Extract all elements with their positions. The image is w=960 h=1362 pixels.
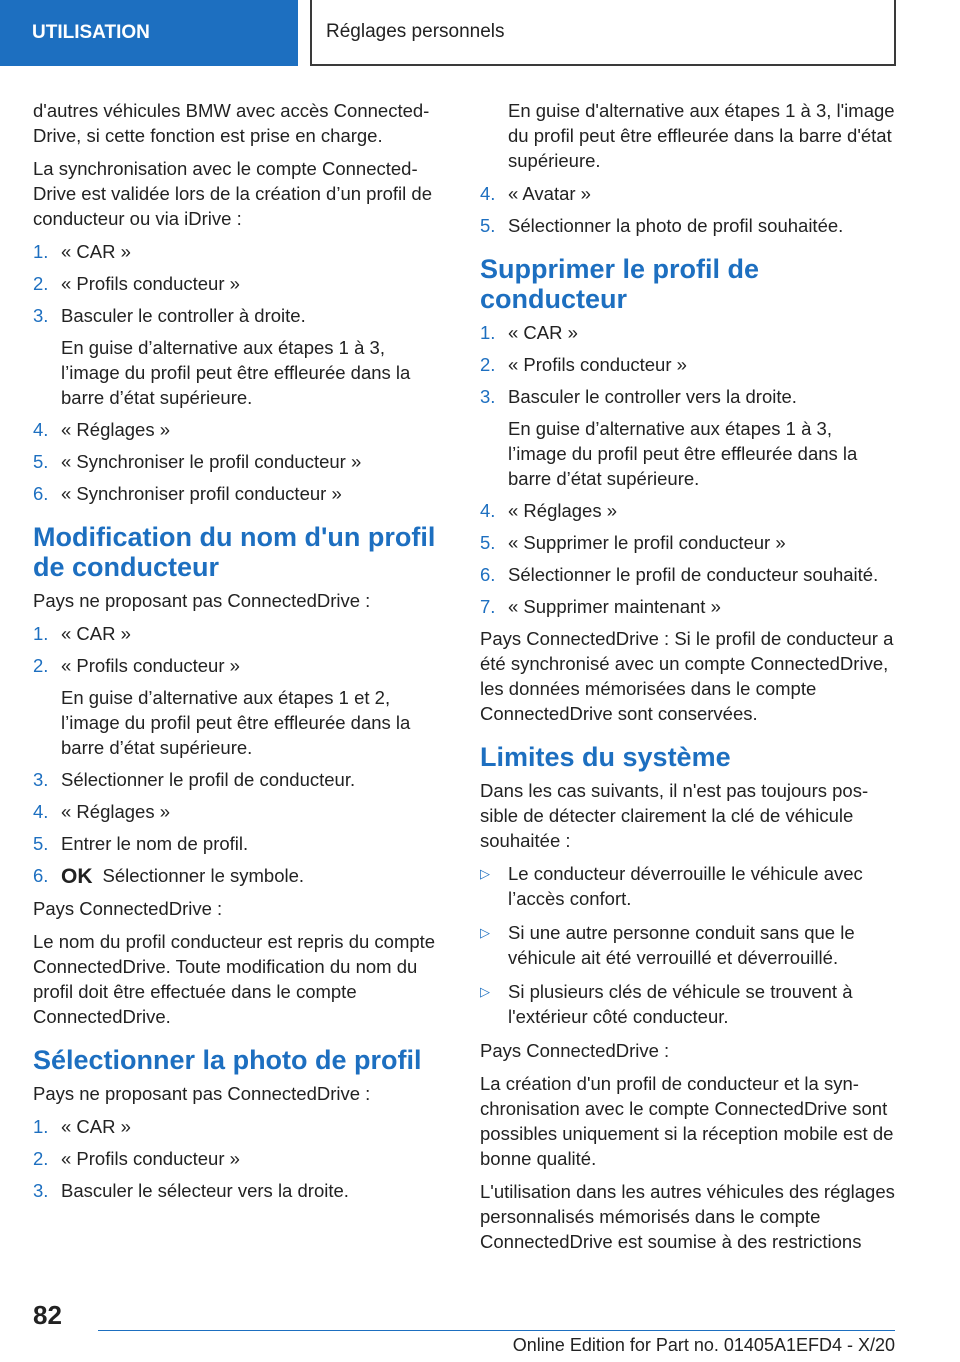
step-text: Sélectionner le profil de conducteur souhaité. bbox=[508, 564, 879, 585]
step-text: Sélectionner le symbole. bbox=[102, 865, 305, 886]
list-item bbox=[33, 1146, 443, 1171]
paragraph: d'autres véhicules BMW avec accès ConnectedDrive, si cette fonction est prise en charge. bbox=[33, 100, 430, 146]
paragraph: Dans les cas suivants, il n'est pas toujours possible de détecter clairement la clé de véhicule souhaitée : bbox=[480, 780, 869, 851]
page-header bbox=[0, 0, 960, 66]
bullet-text: Le conducteur déverrouille le véhicule avec l’accès confort. bbox=[508, 863, 863, 909]
step-body bbox=[61, 653, 443, 760]
list-item bbox=[33, 303, 443, 410]
list-item bbox=[33, 417, 443, 442]
step-number: 6. bbox=[480, 564, 496, 585]
list-item bbox=[33, 799, 443, 824]
step-text: « Profils conducteur » bbox=[61, 1148, 240, 1169]
step-text: « Réglages » bbox=[61, 419, 171, 440]
chapter-tab: UTILISATION bbox=[0, 0, 298, 66]
list-item bbox=[33, 449, 443, 474]
step-number: 4. bbox=[33, 801, 49, 822]
step-number: 1. bbox=[33, 623, 49, 644]
footer-divider bbox=[98, 1330, 895, 1331]
paragraph: Pays ConnectedDrive : bbox=[480, 1040, 670, 1061]
paragraph: La synchronisation avec le compte ConnectedDrive est validée lors de la création d’un profil de conducteur ou via iDrive : bbox=[33, 158, 432, 229]
step-text: « Profils conducteur » bbox=[508, 354, 687, 375]
paragraph: Pays ne proposant pas ConnectedDrive : bbox=[33, 1083, 371, 1104]
section-heading: Sélectionner la photo de profil bbox=[33, 1045, 422, 1075]
step-body bbox=[61, 863, 443, 889]
list-item bbox=[480, 594, 895, 619]
step-number: 4. bbox=[480, 183, 496, 204]
step-text: « Réglages » bbox=[61, 801, 171, 822]
step-body bbox=[508, 562, 895, 587]
list-item bbox=[33, 271, 443, 296]
step-body bbox=[61, 449, 443, 474]
step-text: « Profils conducteur » bbox=[61, 273, 240, 294]
step-text: « CAR » bbox=[508, 322, 578, 343]
list-item bbox=[480, 181, 895, 206]
step-body bbox=[61, 1114, 443, 1139]
step-text: « Profils conducteur » bbox=[61, 655, 240, 676]
step-number: 6. bbox=[33, 865, 49, 886]
bullet-text: Si plusieurs clés de véhicule se trouvent à l'extérieur côté conducteur. bbox=[508, 981, 853, 1027]
list-item bbox=[480, 498, 895, 523]
list-item bbox=[33, 481, 443, 506]
step-number: 5. bbox=[480, 532, 496, 553]
numbered-list bbox=[33, 621, 443, 889]
step-body bbox=[61, 621, 443, 646]
step-body bbox=[61, 417, 443, 442]
step-number: 3. bbox=[33, 305, 49, 326]
list-item bbox=[480, 562, 895, 587]
step-text: « Synchroniser profil conducteur » bbox=[61, 483, 342, 504]
step-text: « CAR » bbox=[61, 623, 131, 644]
step-body bbox=[508, 213, 895, 238]
step-number: 5. bbox=[33, 451, 49, 472]
step-number: 4. bbox=[33, 419, 49, 440]
paragraph: La création d'un profil de conducteur et la synchronisation avec le compte ConnectedDrive sont possibles uniquement si la réception mobile est de bonne qualité. bbox=[480, 1073, 894, 1169]
step-text: « CAR » bbox=[61, 241, 131, 262]
paragraph: Pays ne proposant pas ConnectedDrive : bbox=[33, 590, 371, 611]
triangle-bullet-icon: ▷ bbox=[480, 984, 490, 999]
numbered-list bbox=[33, 239, 443, 506]
step-note: En guise d'alternative aux étapes 1 à 3, l'image du profil peut être effleurée dans la barre d'état supérieure. bbox=[508, 100, 895, 171]
list-item bbox=[33, 831, 443, 856]
list-item bbox=[480, 530, 895, 555]
list-item bbox=[33, 1114, 443, 1139]
paragraph: Pays ConnectedDrive : Si le profil de conducteur a été synchronisé avec un compte ConnectedDrive, les données mémorisées dans le compte ConnectedDrive sont conservées. bbox=[480, 628, 894, 724]
triangle-bullet-icon: ▷ bbox=[480, 866, 490, 881]
section-heading: Supprimer le profil de conducteur bbox=[480, 254, 760, 314]
step-body bbox=[61, 1178, 443, 1203]
list-item bbox=[33, 621, 443, 646]
list-item bbox=[480, 384, 895, 491]
step-text: « Réglages » bbox=[508, 500, 618, 521]
step-text: Sélectionner le profil de conducteur. bbox=[61, 769, 356, 790]
triangle-bullet-icon: ▷ bbox=[480, 925, 490, 940]
step-text: Basculer le controller vers la droite. bbox=[508, 386, 797, 407]
bullet-item bbox=[480, 920, 895, 970]
page-number: 82 bbox=[33, 1300, 62, 1330]
step-body bbox=[508, 181, 895, 206]
footer-edition: Online Edition for Part no. 01405A1EFD4 - X/20 bbox=[512, 1335, 895, 1355]
step-text: « Supprimer maintenant » bbox=[508, 596, 721, 617]
paragraph: L'utilisation dans les autres véhicules des réglages personnalisés mémorisés dans le compte ConnectedDrive est soumise à des restrictions bbox=[480, 1181, 895, 1252]
left-column bbox=[33, 98, 443, 1210]
list-item bbox=[480, 213, 895, 238]
step-body bbox=[61, 271, 443, 296]
paragraph: Pays ConnectedDrive : bbox=[33, 898, 223, 919]
step-body bbox=[508, 320, 895, 345]
step-body bbox=[61, 831, 443, 856]
section-title: Réglages personnels bbox=[310, 0, 896, 66]
step-number: 1. bbox=[33, 241, 49, 262]
bullet-list bbox=[480, 861, 895, 1029]
list-item bbox=[33, 653, 443, 760]
step-body bbox=[61, 1146, 443, 1171]
step-body bbox=[61, 799, 443, 824]
paragraph: Le nom du profil conducteur est repris du compte ConnectedDrive. Toute modification du nom du profil doit être effectuée dans le compte ConnectedDrive. bbox=[33, 931, 436, 1027]
bullet-item bbox=[480, 979, 895, 1029]
list-item bbox=[480, 320, 895, 345]
list-item bbox=[33, 1178, 443, 1203]
step-number: 3. bbox=[33, 769, 49, 790]
step-body bbox=[508, 530, 895, 555]
step-number: 3. bbox=[33, 1180, 49, 1201]
numbered-list bbox=[480, 181, 895, 238]
step-number: 6. bbox=[33, 483, 49, 504]
step-number: 2. bbox=[480, 354, 496, 375]
step-text: Entrer le nom de profil. bbox=[61, 833, 249, 854]
step-number: 4. bbox=[480, 500, 496, 521]
step-number: 5. bbox=[33, 833, 49, 854]
section-heading: Limites du système bbox=[480, 742, 731, 772]
step-body bbox=[61, 239, 443, 264]
step-number: 1. bbox=[480, 322, 496, 343]
step-text: « Synchroniser le profil conducteur » bbox=[61, 451, 362, 472]
step-body bbox=[61, 303, 443, 410]
numbered-list bbox=[33, 1114, 443, 1203]
step-note: En guise d’alternative aux étapes 1 à 3, l’image du profil peut être effleurée dans la barre d’état supérieure. bbox=[508, 418, 858, 489]
step-body bbox=[508, 498, 895, 523]
ok-symbol-icon: OK bbox=[61, 865, 93, 888]
step-number: 2. bbox=[33, 1148, 49, 1169]
bullet-item bbox=[480, 861, 895, 911]
step-number: 2. bbox=[33, 655, 49, 676]
step-body bbox=[508, 594, 895, 619]
step-note: En guise d’alternative aux étapes 1 à 3, l’image du profil peut être effleurée dans la barre d’état supérieure. bbox=[61, 337, 411, 408]
step-note: En guise d’alternative aux étapes 1 et 2, l’image du profil peut être effleurée dans la barre d’état supérieure. bbox=[61, 687, 411, 758]
section-heading: Modification du nom d'un profil de conducteur bbox=[33, 522, 436, 582]
step-text: Basculer le sélecteur vers la droite. bbox=[61, 1180, 349, 1201]
step-body bbox=[61, 767, 443, 792]
step-text: « Supprimer le profil conducteur » bbox=[508, 532, 786, 553]
step-text: Sélectionner la photo de profil souhaitée. bbox=[508, 215, 844, 236]
list-item bbox=[33, 239, 443, 264]
numbered-list bbox=[480, 320, 895, 619]
list-item bbox=[480, 352, 895, 377]
list-item bbox=[33, 863, 443, 889]
step-body bbox=[508, 384, 895, 491]
step-number: 1. bbox=[33, 1116, 49, 1137]
bullet-text: Si une autre personne conduit sans que le véhicule ait été verrouillé et déverrouillé. bbox=[508, 922, 855, 968]
right-column bbox=[480, 98, 895, 1262]
list-item bbox=[33, 767, 443, 792]
step-body bbox=[508, 352, 895, 377]
step-number: 5. bbox=[480, 215, 496, 236]
step-text: « Avatar » bbox=[508, 183, 591, 204]
step-number: 2. bbox=[33, 273, 49, 294]
step-body bbox=[61, 481, 443, 506]
step-text: « CAR » bbox=[61, 1116, 131, 1137]
step-text: Basculer le controller à droite. bbox=[61, 305, 306, 326]
step-number: 3. bbox=[480, 386, 496, 407]
step-number: 7. bbox=[480, 596, 496, 617]
